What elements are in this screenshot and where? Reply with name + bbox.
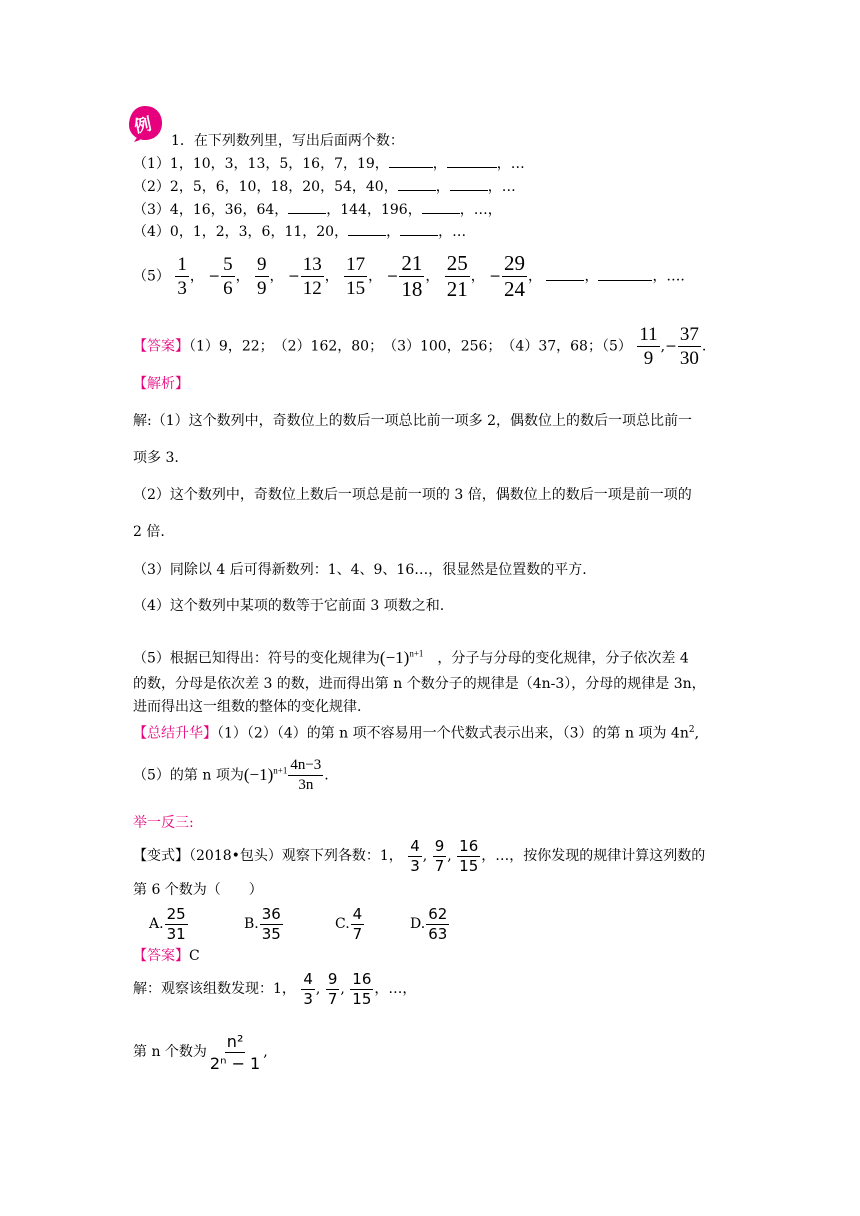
question-5: （5） $\frac{1}{3}$ ， − $\frac{5}{6}$ ， $\frac{9}{9}$ ， − $\frac{13}{12}$ ， $\frac{17}{15}$ ， − $\frac{21}{18}$ ， $\frac{25}{21}$ ， − $\frac{29}{24}$ ， ， ，…. [133, 251, 685, 301]
analysis-5-line-2: 的数，分母是依次差 3 的数，进而得出第 n 个数分子的规律是（4n-3），分母的规律是 3n， [133, 676, 706, 692]
q5-frac-6: $\frac{21}{18}$ [401, 251, 423, 301]
q5-frac-8: $\frac{29}{24}$ [503, 251, 525, 301]
variant-frac-1: $\frac{4}{3}$ [410, 836, 420, 875]
option-d: D. $\frac{62}{63}$ [410, 904, 448, 943]
analysis-2-line-1: （2）这个数列中，奇数位上数后一项总是前一项的 3 倍，偶数位上的数后一项是前一项的 [133, 487, 692, 503]
question-2: （2）2，5，6，10，18，20，54，40， ， ，… [133, 176, 516, 197]
variant-frac-3: $\frac{16}{15}$ [459, 836, 479, 875]
solution-line: 解：观察该组数发现：1， $\frac{4}{3}$ , $\frac{9}{7}$ , $\frac{16}{15}$ ，…， [133, 969, 417, 1008]
q5-frac-7: $\frac{25}{21}$ [446, 251, 468, 301]
analysis-3: （3）同除以 4 后可得新数列：1、4、9、16…，很显然是位置数的平方. [133, 562, 587, 578]
analysis-heading: 【解析】 [133, 376, 189, 392]
analysis-1-line-2: 项多 3. [133, 450, 179, 466]
option-c: C. $\frac{4}{7}$ [335, 904, 363, 943]
question-4: （4）0，1，2，3，6，11，20， ， ，… [133, 221, 466, 242]
question-1: （1）1，10，3，13，5，16，7，19， ， ，… [133, 153, 525, 174]
q5-frac-4: $\frac{13}{12}$ [302, 254, 322, 299]
question-3: （3）4，16，36，64， ，144，196， ，…， [133, 199, 502, 220]
q5-frac-2: $\frac{5}{6}$ [223, 254, 233, 299]
variant-frac-2: $\frac{9}{7}$ [434, 836, 445, 875]
answer-frac-2: $\frac{37}{30}$ [679, 324, 699, 369]
q5-frac-5: $\frac{17}{15}$ [346, 254, 366, 299]
q5-frac-3: $\frac{9}{9}$ [257, 254, 267, 299]
variant-line-2: 第 6 个数为（ ） [133, 882, 263, 898]
summary-line-1: 【总结升华】（1）（2）（4）的第 n 项不容易用一个代数式表示出来，（3）的第 n 项为 $4n^2$, [133, 725, 700, 742]
jyfs-heading: 举一反三: [133, 815, 194, 831]
option-b: B. $\frac{36}{35}$ [244, 904, 281, 943]
analysis-5-line-1: （5）根据已知得出：符号的变化规律为$(-1)^{n+1}$ ，分子与分母的变化规律，分子依次差 4 [133, 647, 689, 667]
question-title: 1．在下列数列里，写出后面两个数： [171, 133, 404, 149]
variant-line-1: 【变式】（2018•包头）观察下列各数：1， $\frac{4}{3}$ , $\frac{9}{7}$ , $\frac{16}{15}$ ，…，按你发现的规律计算这列数的 [133, 836, 706, 875]
option-a: A. $\frac{25}{31}$ [149, 904, 186, 943]
analysis-1-line-1: 解:（1）这个数列中，奇数位上的数后一项总比前一项多 2，偶数位上的数后一项总比前一 [133, 413, 692, 429]
analysis-5-line-3: 进而得出这一组数的整体的变化规律. [133, 699, 362, 715]
answer-frac-1: $\frac{11}{9}$ [639, 324, 658, 369]
analysis-2-line-2: 2 倍. [133, 524, 165, 540]
answer-line: 【答案】（1）9，22； （2）162，80； （3）100，256； （4）37，68；（5） $\frac{11}{9}$ ,− $\frac{37}{30}$ . [133, 324, 707, 369]
summary-line-2: （5）的第 n 项为$(-1)^{n+1}$ $\frac{4n-3}{3n}$ . [133, 757, 329, 794]
analysis-4: （4）这个数列中某项的数等于它前面 3 项数之和. [133, 598, 445, 614]
nth-term-line: 第 n 个数为 $\frac{\text{n²}}{\text{2ⁿ − 1}}$ , [133, 1031, 268, 1073]
answer-2-line: 【答案】C [133, 948, 200, 964]
example-badge-label: 例 [132, 114, 154, 138]
summary-frac: $\frac{4n-3}{3n}$ [290, 757, 322, 794]
q5-frac-1: $\frac{1}{3}$ [177, 254, 187, 299]
